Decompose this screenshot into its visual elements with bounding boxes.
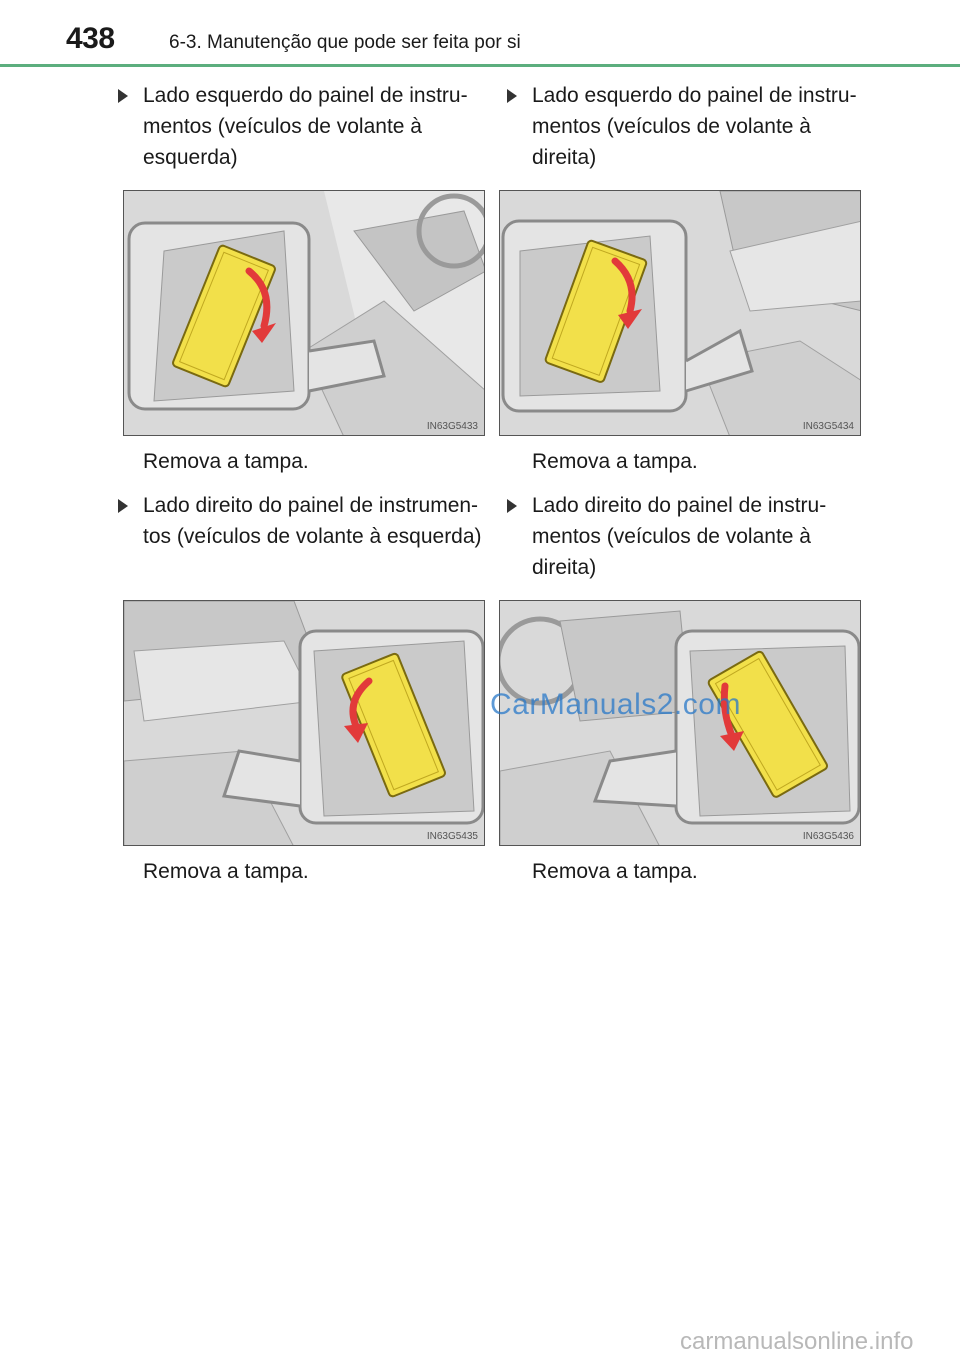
heading-line: mentos (veículos de volante à (532, 115, 811, 138)
item-caption-2: Remova a tampa. (532, 450, 698, 473)
figure-code: IN63G5436 (802, 831, 854, 842)
header-rule (0, 64, 960, 67)
bullet-triangle-icon (118, 499, 128, 513)
item-heading-3 (143, 490, 482, 552)
heading-line: direita) (532, 146, 597, 169)
figure-1 (123, 190, 485, 436)
item-caption-4: Remova a tampa. (532, 860, 698, 883)
figure-2 (499, 190, 861, 436)
heading-line: direita) (532, 556, 597, 579)
footer-watermark: carmanualsonline.info (680, 1328, 914, 1355)
watermark: CarManuals2.com (490, 688, 741, 721)
figure-code: IN63G5435 (426, 831, 478, 842)
illustration-right-panel-lhd (124, 601, 485, 846)
figure-4 (499, 600, 861, 846)
bullet-triangle-icon (507, 89, 517, 103)
illustration-right-panel-rhd (500, 601, 861, 846)
heading-line: mentos (veículos de volante à (532, 525, 811, 548)
illustration-left-panel-lhd (124, 191, 485, 436)
item-heading-2 (532, 80, 857, 173)
section-title: 6-3. Manutenção que pode ser feita por si (169, 32, 521, 53)
page-number: 438 (66, 22, 115, 55)
heading-line: tos (veículos de volante à esquerda) (143, 525, 482, 548)
figure-code: IN63G5434 (802, 421, 854, 432)
heading-line: Lado esquerdo do painel de instru- (143, 84, 468, 107)
heading-line: mentos (veículos de volante à (143, 115, 422, 138)
heading-line: Lado direito do painel de instrumen- (143, 494, 479, 517)
figure-code: IN63G5433 (426, 421, 478, 432)
illustration-left-panel-rhd (500, 191, 861, 436)
heading-line: Lado direito do painel de instru- (532, 494, 827, 517)
heading-line: Lado esquerdo do painel de instru- (532, 84, 857, 107)
item-heading-1 (143, 80, 468, 173)
figure-3 (123, 600, 485, 846)
bullet-triangle-icon (118, 89, 128, 103)
item-heading-4 (532, 490, 826, 583)
item-caption-1: Remova a tampa. (143, 450, 309, 473)
heading-line: esquerda) (143, 146, 238, 169)
item-caption-3: Remova a tampa. (143, 860, 309, 883)
bullet-triangle-icon (507, 499, 517, 513)
